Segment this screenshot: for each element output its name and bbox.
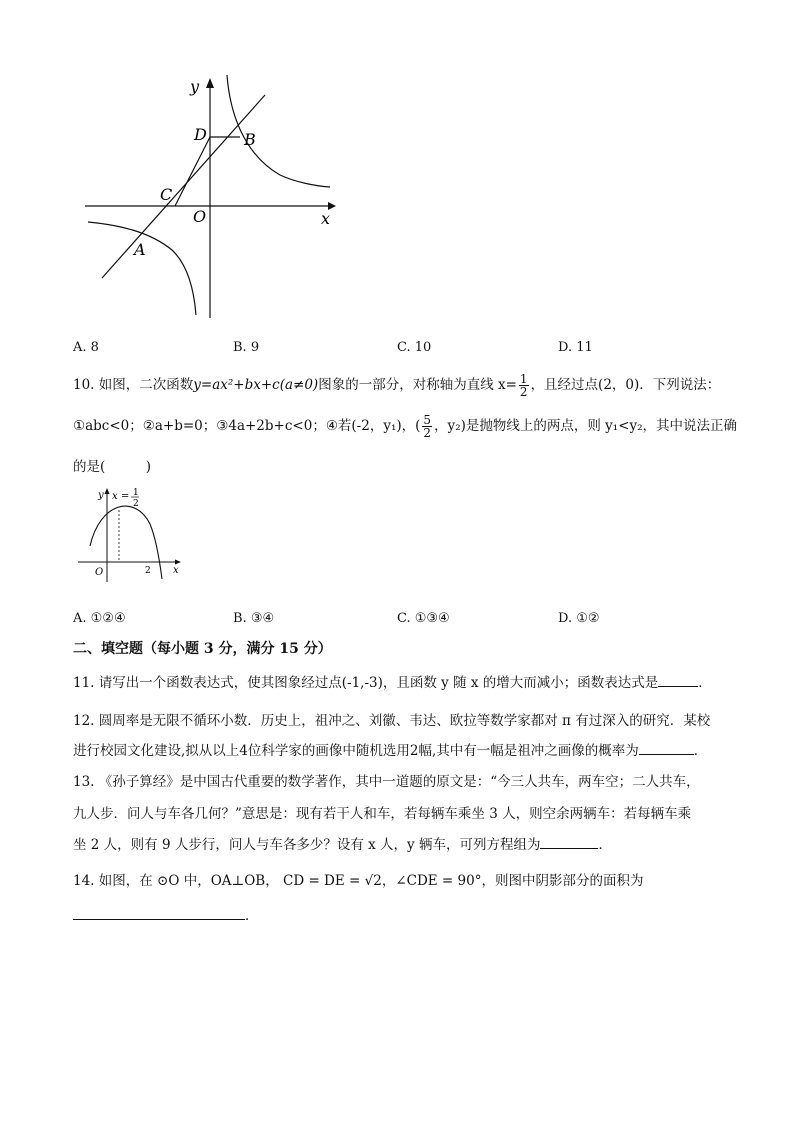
q10-line-2 <box>73 414 737 439</box>
q11-text: 11. 请写出一个函数表达式，使其图象经过点(-1,-3)，且函数 y 随 x 的增大而减小；函数表达式是 <box>73 675 659 691</box>
q12-period: ． <box>693 743 708 759</box>
q9-option-d: D. 11 <box>558 340 593 355</box>
q13-answer-blank[interactable] <box>540 836 598 849</box>
section-fill-in-heading: 二、填空题（每小题 3 分，满分 15 分） <box>73 641 332 657</box>
q12-text: 进行校园文化建设,拟从以上4位科学家的画像中随机选用2幅,其中有一幅是祖冲之画像的概率为 <box>73 743 639 759</box>
q14-period: ． <box>245 908 259 924</box>
q10-statements-end: ，y₂)是抛物线上的两点，则 y₁<y₂，其中说法正确 <box>434 418 738 434</box>
parabola-label-den: 2 <box>133 499 139 509</box>
hyperbola-branch-right <box>227 75 330 187</box>
figure-hyperbola-line <box>80 70 350 325</box>
parabola-label-o: O <box>95 567 104 578</box>
q12-line-2 <box>73 739 707 759</box>
q13-text: 坐 2 人，则有 9 人步行，问人与车各多少？设有 x 人，y 辆车，可列方程组为 <box>73 837 541 853</box>
q13-line-3 <box>73 833 612 853</box>
parabola-label-axis: x = <box>112 491 130 502</box>
segment-dc <box>175 137 210 206</box>
label-d: D <box>194 125 207 144</box>
label-x: x <box>321 209 331 228</box>
parabola-x-arrow <box>175 560 181 565</box>
q10-option-a: A. ①②④ <box>73 611 126 626</box>
label-c: C <box>160 185 173 204</box>
q10-line-1 <box>73 373 720 398</box>
parabola-label-y: y <box>98 490 104 501</box>
label-b: B <box>244 130 256 149</box>
figure-parabola <box>75 484 190 584</box>
q10-option-d: D. ①② <box>558 611 600 626</box>
q14-line-2 <box>73 904 259 924</box>
parabola-label-x: x <box>173 565 179 576</box>
hyperbola-branch-left <box>88 222 196 315</box>
y-axis-arrow <box>206 78 214 88</box>
q9-option-a: A. 8 <box>73 340 99 355</box>
q13-line-1: 13. 《孙子算经》是中国古代重要的数学著作，其中一道题的原文是：“今三人共车，两车空；二人共车， <box>73 774 700 790</box>
q14-line-1: 14. 如图，在 ⊙O 中，OA⊥OB， CD = DE = √2，∠CDE = 90°，则图中阴影部分的面积为 <box>73 873 644 889</box>
q13-period: ． <box>598 837 612 853</box>
q12-line-1: 12. 圆周率是无限不循环小数．历史上，祖冲之、刘徽、韦达、欧拉等数学家都对 π 有过深入的研究．某校 <box>73 713 711 729</box>
q10-point-text: ，且经过点(2，0)．下列说法： <box>530 377 721 393</box>
q9-option-c: C. 10 <box>397 340 432 355</box>
label-a: A <box>134 240 146 259</box>
q10-intro: 10. 如图，二次函数 <box>73 377 194 393</box>
label-y: y <box>190 77 200 96</box>
q10-fraction-half: $\frac{1}{2}$ <box>519 372 528 399</box>
parabola-label-2: 2 <box>145 566 151 576</box>
q11-answer-blank[interactable] <box>658 674 698 687</box>
q12-answer-blank[interactable] <box>639 742 694 755</box>
q11-period: ． <box>698 675 712 691</box>
label-o: O <box>193 207 207 226</box>
q14-answer-blank[interactable] <box>73 907 245 920</box>
line-ab <box>102 95 265 278</box>
q10-axis-text: 图象的一部分，对称轴为直线 x= <box>318 377 517 393</box>
q10-line-3: 的是( ) <box>73 459 152 475</box>
q11 <box>73 671 712 691</box>
q10-fraction-five-halves: $\frac{5}{2}$ <box>423 413 432 440</box>
q10-option-b: B. ③④ <box>233 611 275 626</box>
q9-option-b: B. 9 <box>233 340 260 355</box>
parabola-y-arrow <box>105 488 110 494</box>
q10-formula: y=ax²+bx+c(a≠0) <box>193 377 319 393</box>
parabola-label-num: 1 <box>133 488 139 498</box>
q13-line-2: 九人步．问人与车各几何？”意思是：现有若干人和车，若每辆车乘坐 3 人，则空余两辆车：若每辆车乘 <box>73 806 692 822</box>
q10-statements: ①abc<0；②a+b=0；③4a+2b+c<0；④若(-2，y₁)，( <box>73 418 421 434</box>
q10-option-c: C. ①③④ <box>397 611 450 626</box>
